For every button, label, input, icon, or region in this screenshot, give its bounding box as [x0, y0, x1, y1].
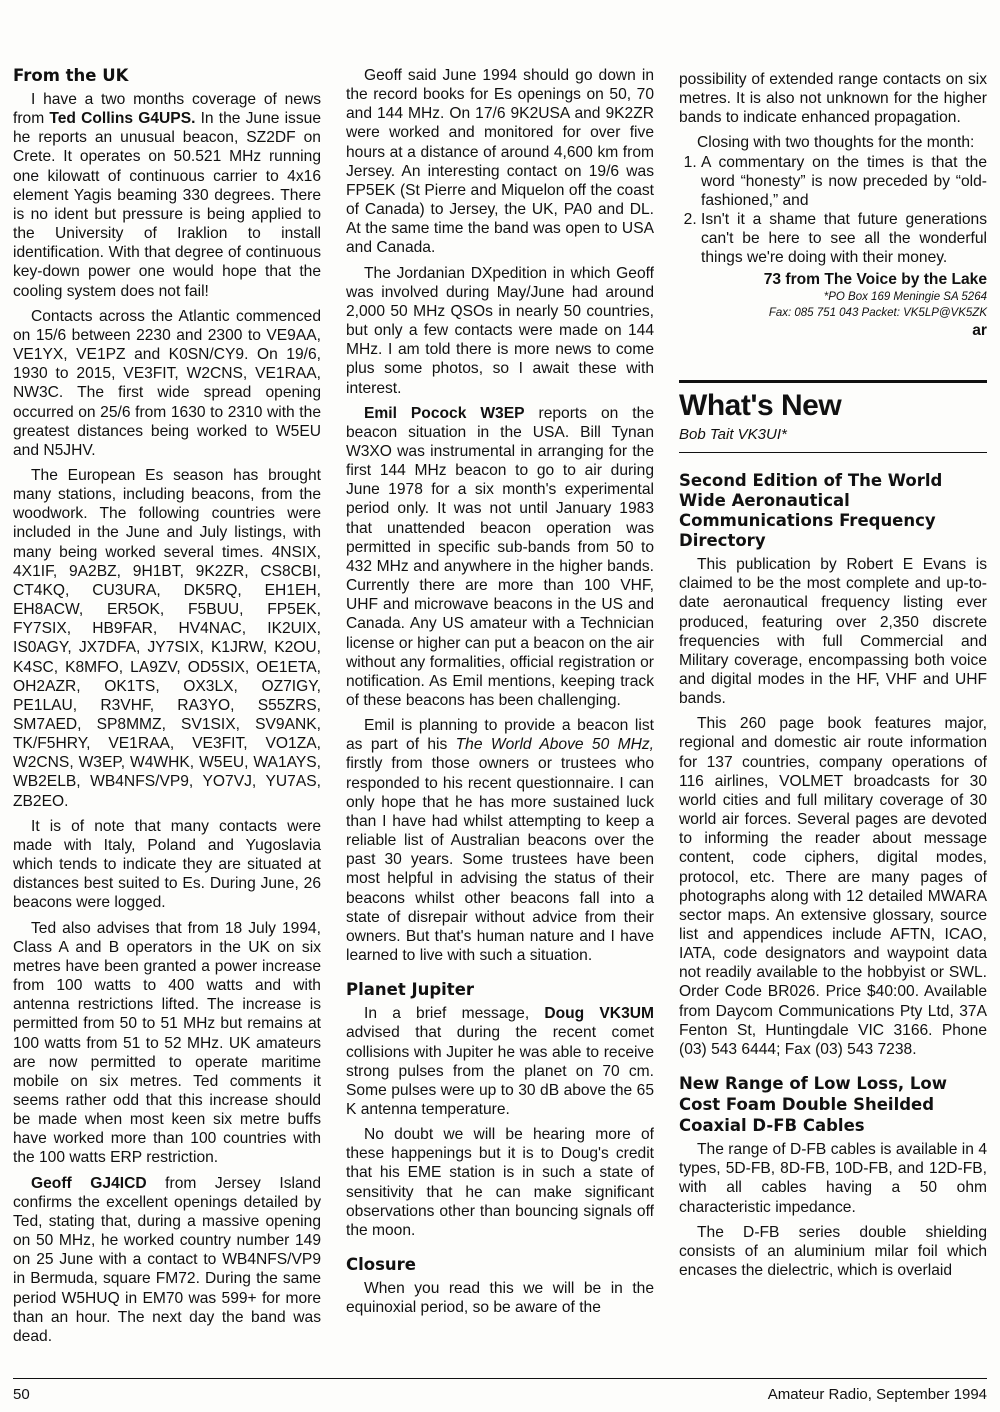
paragraph: This 260 page book features major, regional and domestic air route information for 137 countries, company operations of 116 airlines, VOLMET broadcasts for 30 world cities and full military coverage of 30 world air forces. Several pages are devoted to informing the reader about message content, code ciphers, digital modes, protocol, etc. There are many pages of photographs along with 12 detailed MWARA sector maps. An extensive glossary, source list and appendices include AFTN, ICAO, IATA, code designators and waypoint data not readily available to the hobbyist or SWL. Order Code BR026. Price $40:00. Available from Daycom Communications Pty Ltd, 37A Fenton St, Huntingdale VIC 3166. Phone (03) 543 6444; Fax (03) 543 7238. [679, 715, 987, 1058]
signature-address: *PO Box 169 Meningie SA 5264 [823, 290, 987, 303]
column-2 [346, 66, 654, 1323]
paragraph: Emil is planning to provide a beacon list as part of his The World Above 50 MHz, firstly from those owners or trustees who responded to his recent questionnaire. I can only hope that he has more sustained luck than I have had whilst attempting to keep a reliable list of Australian beacons over the past 30 years. Some trustees have been most helpful in advising the status of their beacons whilst other beacons fall into a state of disrepair without advice from their owners. But that's human nature and I have learned to live with such a situation. [346, 717, 654, 965]
paragraph: Emil Pocock W3EP reports on the beacon situation in the USA. Bill Tynan W3XO was instrumental in arranging for the first 144 MHz beacon to go to air during June 1978 for a six month's experimental period only. It was not until January 1983 that unattended beacon operation was permitted in specific sub-bands from 50 to 432 MHz and anywhere in the higher bands. Currently there are more than 100 VHF, UHF and microwave beacons in the US and Canada. Any US amateur with a Technician license or higher can put a beacon on the air without any formalities, official registration or notification. As Emil mentions, keeping track of these beacons has been challenging. [346, 404, 654, 709]
heading-coaxial-cables: New Range of Low Loss, Low Cost Foam Double Sheilded Coaxial D-FB Cables [679, 1074, 948, 1136]
heading-from-the-uk: From the UK [13, 66, 129, 85]
column-1 [13, 66, 321, 1352]
paragraph: When you read this we will be in the equinoxial period, so be aware of the [346, 1280, 654, 1317]
paragraph: Ted also advises that from 18 July 1994, Class A and B operators in the UK on six metres have been granted a power increase from 100 watts to 400 watts and with antenna restrictions lifted. The increase is permitted from 50 to 51 MHz but remains at 100 watts from 51 to 52 MHz. UK amateurs are now permitted to operate maritime mobile on six metres. Ted comments it seems rather odd that this increase should be made when most keen six metre buffs have worked more than 100 countries with the 100 watts ERP restriction. [13, 919, 321, 1167]
section-title-whats-new: What's New [679, 388, 842, 422]
list-item: 2. Isn't it a shame that future generations can't be here to see all the wonderful things we're doing with their money. [701, 210, 987, 267]
signature-contact: Fax: 085 751 043 Packet: VK5LP@VK5ZK [768, 306, 987, 319]
signature-name: 73 from The Voice by the Lake [763, 270, 987, 288]
section-rule [679, 452, 987, 453]
paragraph: No doubt we will be hearing more of these happenings but it is to Doug's credit that his EME station is in such a state of sensitivity that he can make significant observations other than bouncing signals off the moon. [346, 1126, 654, 1239]
footer-rule [13, 1378, 987, 1379]
heading-closure: Closure [346, 1255, 416, 1275]
paragraph: The European Es season has brought many stations, including beacons, from the woodwork. The following countries were included in the June and July listings, with many being worked several times. 4NSIX, 4X1IF, 9A2BZ, 9H1BT, 9K2ZR, CS8CBI, CT4KQ, CU3URA, DK5RQ, EH1EH, EH8ACW, ER5OK, F5BUU, FP5EK, FY7SIX, HB9FAR, HV4NAC, IK2UIX, IS0AGY, JX7DFA, JY7SIX, K1JRW, K2OU, K4SC, K8MFO, LA9ZV, OD5SIX, OE1ETA, OH2AZR, OK1TS, OX3LX, OZ7IGY, PE1LAU, R3VHF, RA3YO, S55ZRS, SM7AED, SP8MMZ, SV1SIX, SV9ANK, TK/F5HRY, VE1RAA, VE3FIT, VO1ZA, W2CNS, W3EP, W4WHK, W5EU, WA1AYS, WB2ELB, WB4NFS/VP9, YO7VJ, YU7AS, ZB2EO. [13, 466, 321, 810]
heading-aeronautical-directory: Second Edition of The World Wide Aeronautical Communications Frequency Directory [679, 471, 943, 551]
paragraph: It is of note that many contacts were made with Italy, Poland and Yugoslavia which tends to indicate they are situated at distances best suited to Es. During June, 26 beacons were logged. [13, 817, 321, 912]
paragraph: The Jordanian DXpedition in which Geoff was involved during May/June had around 2,000 50 MHz QSOs in nearly 50 countries, but only a few contacts were made on 144 MHz. I am told there is more news to come plus some photos, so I await these with interest. [346, 264, 654, 397]
page-number: 50 [13, 1386, 30, 1403]
list-item: 1. A commentary on the times is that the word “honesty” is now preceded by “old-fashioned,” and [701, 153, 987, 210]
publication-footer: Amateur Radio, September 1994 [767, 1386, 987, 1403]
thoughts-list [679, 153, 987, 268]
paragraph: This publication by Robert E Evans is claimed to be the most complete and up-to-date aeronautical frequency listing ever produced, featuring over 2,350 discrete frequencies with full Commercial and Military coverage, encompassing both voice and digital modes in the HF, VHF and UHF bands. [679, 556, 987, 708]
paragraph: Geoff GJ4ICD from Jersey Island confirms the excellent openings detailed by Ted, stating that, during a massive opening on 50 MHz, he worked country number 149 on 25 June with a contact to WB4NFS/VP9 in Bermuda, square FM72. During the same period W5HUQ in EM70 was 599+ for more than an hour. The next day the band was dead. [13, 1174, 322, 1345]
paragraph: In a brief message, Doug VK3UM advised that during the recent comet collisions with Jupiter he was able to receive strong pulses from the planet on 70 cm. Some pulses were up to 30 dB above the 65 K antenna temperature. [346, 1005, 654, 1118]
heading-planet-jupiter: Planet Jupiter [346, 980, 475, 1000]
signature-block [679, 270, 987, 340]
paragraph: Closing with two thoughts for the month: [697, 134, 975, 152]
paragraph: possibility of extended range contacts on six metres. It is also not unknown for the higher bands to indicate enhanced propagation. [679, 71, 987, 127]
paragraph: The range of D-FB cables is available in 4 types, 5D-FB, 8D-FB, 10D-FB, and 12D-FB, with all cables having a 50 ohm characteristic impedance. [679, 1141, 987, 1216]
column-3 [679, 70, 987, 1286]
paragraph: Geoff said June 1994 should go down in the record books for Es openings on 50, 70 and 144 MHz. On 17/6 9K2USA and 9K2ZR were worked and monitored for over five hours at a distance of around 4,600 km from Jersey. An interesting contact on 19/6 was FP5EK (St Pierre and Miquelon off the coast of Canada) to Jersey, the UK, PA0 and DL. At the same time the band was open to USA and Canada. [346, 67, 654, 257]
section-divider [679, 380, 987, 383]
paragraph: The D-FB series double shielding consists of an aluminium milar foil which encases the dielectric, which is overlaid [679, 1223, 987, 1280]
paragraph: I have a two months coverage of news from Ted Collins G4UPS. In the June issue he reports an unusual beacon, SZ2DF on Crete. It operates on 50.521 MHz running one kilowatt of continuous carrier to 4x16 element Yagis beaming 330 degrees. There is no ident but pressure is being applied to the University of Iraklion to install identification. With that degree of continuous key-down power one would hope that the cooling system does not fail! [13, 91, 321, 300]
paragraph: Contacts across the Atlantic commenced on 15/6 between 2230 and 2300 to VE9AA, VE1YX, VE1PZ and K0SN/CY9. On 19/6, 1930 to 2015, VE3FIT, W2CNS, VE1RAA, NW3C. The first wide spread opening occurred on 25/6 from 1630 to 2310 with the greatest distances being worked to W5EU and N5JHV. [13, 307, 321, 459]
signature-ar: ar [972, 321, 987, 339]
byline: Bob Tait VK3UI* [679, 425, 787, 443]
